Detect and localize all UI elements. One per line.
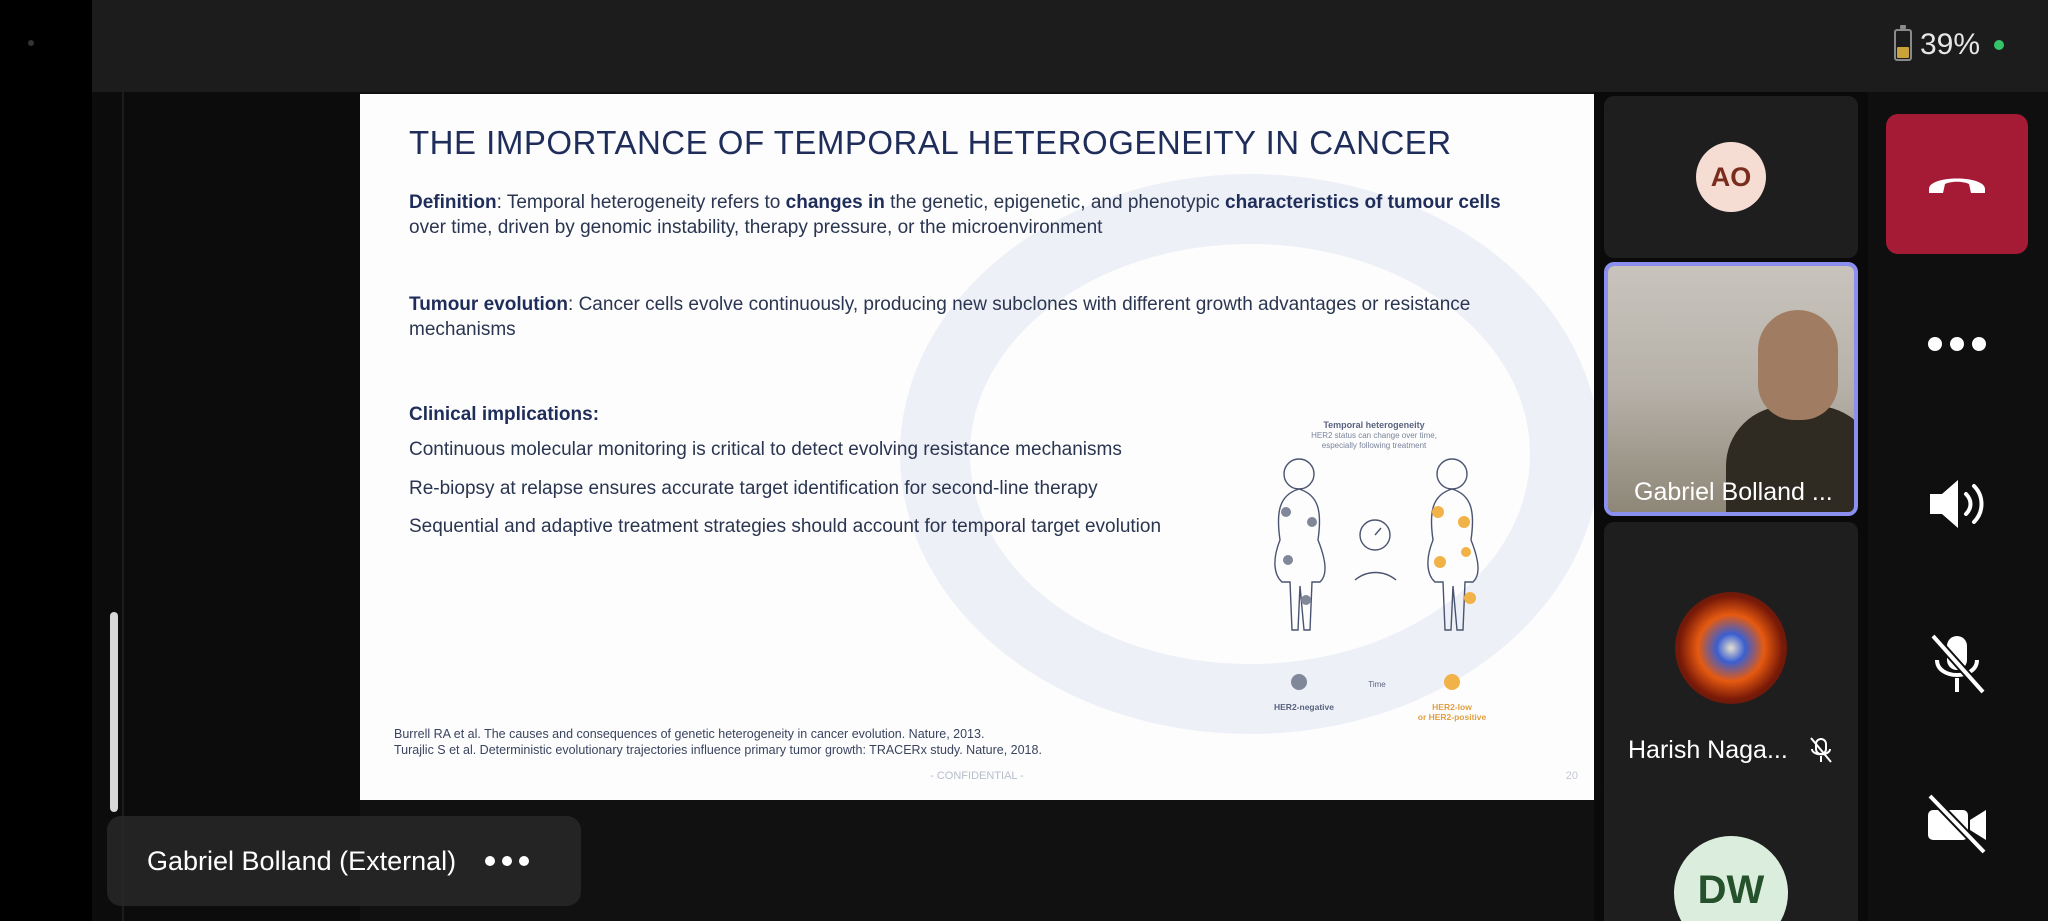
- presenter-name: Gabriel Bolland (External): [147, 845, 457, 876]
- participant-tile[interactable]: [1604, 782, 1858, 921]
- mic-in-use-dot: [1994, 40, 2004, 50]
- figure-title: Temporal heterogeneity: [1323, 420, 1425, 430]
- participant-tile-active-speaker[interactable]: [1604, 262, 1858, 516]
- participant-tile[interactable]: [1604, 96, 1858, 258]
- shared-screen-margin: [92, 92, 360, 921]
- top-bar: [92, 0, 2048, 92]
- figure-subtitle: HER2 status can change over time, especially following treatment: [1311, 431, 1437, 450]
- end-call-button[interactable]: [1886, 114, 2028, 254]
- mic-muted-icon: [1808, 736, 1834, 764]
- presentation-slide: [360, 94, 1594, 800]
- avatar: [1675, 592, 1787, 704]
- slide-page-number: 20: [1565, 770, 1578, 782]
- camera-button[interactable]: [1886, 754, 2028, 894]
- avatar: AO: [1696, 142, 1766, 212]
- tumour-evolution-paragraph: Tumour evolution: Cancer cells evolve continuously, producing new subclones with different growth advantages or resistance mechanisms: [409, 294, 1471, 340]
- participant-tiles: [1594, 92, 1868, 921]
- participant-video: [1608, 266, 1854, 512]
- speaker-button[interactable]: [1886, 434, 2028, 574]
- call-controls: [1868, 92, 2048, 921]
- end-call-icon: [1925, 169, 1989, 199]
- more-options-button[interactable]: [1886, 274, 2028, 414]
- participant-name: Harish Naga...: [1628, 736, 1788, 764]
- figure-time-label: Time: [1368, 680, 1386, 689]
- mute-button[interactable]: [1886, 594, 2028, 734]
- status-dot: [28, 40, 34, 46]
- definition-paragraph: Definition: Temporal heterogeneity refers to changes in the genetic, epigenetic, and phenotypic characteristics of tumour cells over time, driven by genomic instability, therapy pressure, or the microenvironment: [409, 192, 1501, 238]
- scrollbar[interactable]: [110, 612, 118, 812]
- more-options-icon[interactable]: [485, 856, 529, 866]
- participant-name: Gabriel Bolland ...: [1634, 478, 1833, 506]
- slide-title: THE IMPORTANCE OF TEMPORAL HETEROGENEITY IN CANCER: [409, 124, 1452, 161]
- battery-icon: [1894, 29, 1912, 61]
- figure-negative-label: HER2-negative: [1274, 702, 1334, 712]
- battery-indicator: [1894, 28, 2004, 62]
- bullet-item: Sequential and adaptive treatment strategies should account for temporal target evolution: [409, 516, 1162, 537]
- temporal-heterogeneity-figure: [1254, 420, 1534, 740]
- avatar: DW: [1674, 836, 1788, 921]
- mic-muted-icon: [1927, 632, 1987, 696]
- more-options-icon: [1928, 337, 1986, 351]
- confidential-footer: - CONFIDENTIAL -: [930, 770, 1024, 782]
- bullet-item: Re-biopsy at relapse ensures accurate target identification for second-line therapy: [409, 478, 1098, 499]
- presenter-name-pill: [107, 816, 581, 906]
- slide-references: Burrell RA et al. The causes and consequences of genetic heterogeneity in cancer evolution. Nature, 2013. Turajlic S et al. Deterministic evolutionary trajectories influence primary tumor growth: TRACERx study. Nature, 2018.: [394, 727, 1042, 757]
- camera-off-icon: [1924, 792, 1990, 856]
- figure-positive-label: HER2-low or HER2-positive: [1417, 702, 1487, 722]
- clinical-implications-heading: Clinical implications:: [409, 404, 600, 425]
- speaker-icon: [1924, 474, 1990, 534]
- left-rail: [0, 0, 92, 921]
- battery-percent: 39%: [1919, 28, 1980, 61]
- bullet-item: Continuous molecular monitoring is critical to detect evolving resistance mechanisms: [409, 439, 1122, 460]
